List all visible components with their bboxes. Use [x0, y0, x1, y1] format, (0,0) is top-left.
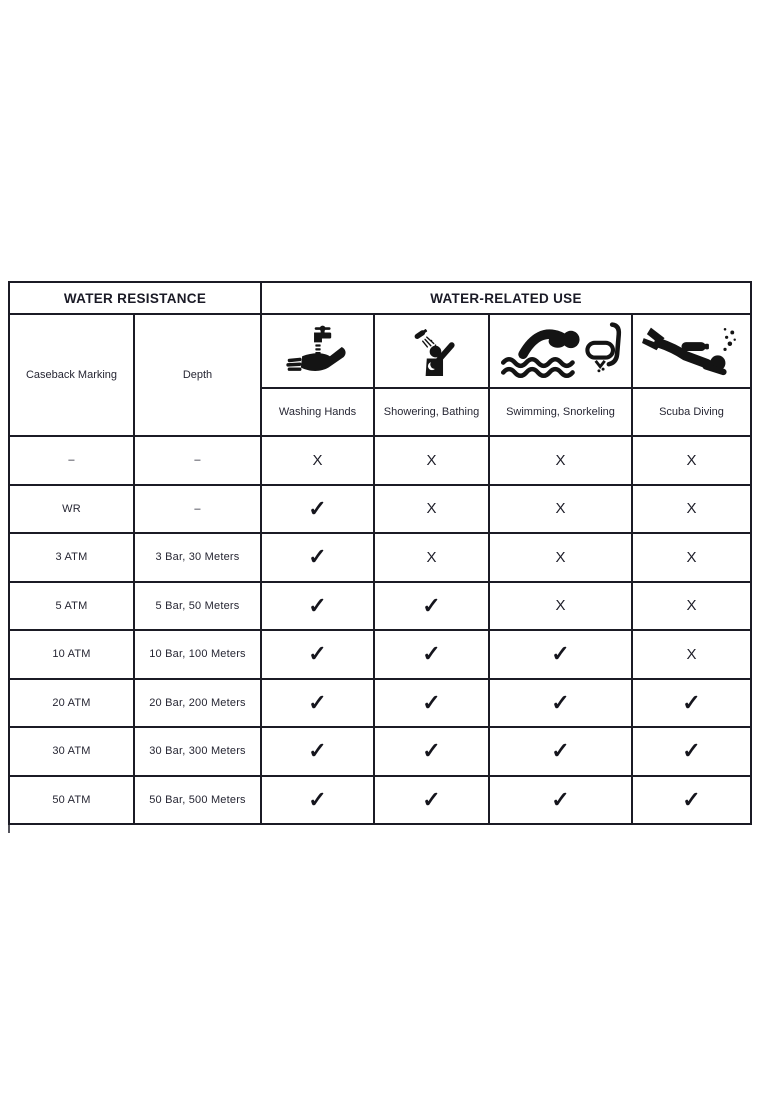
use-cell: X	[490, 534, 631, 581]
use-cell: ✓	[262, 728, 373, 775]
group-header-water-related-use: WATER-RELATED USE	[262, 283, 750, 313]
use-cell: ✓	[262, 777, 373, 824]
use-cell: ✓	[375, 631, 488, 678]
column-header-scuba-diving: Scuba Diving	[633, 389, 750, 435]
use-cell: X	[490, 486, 631, 533]
use-cell: ✓	[490, 680, 631, 727]
use-cell: X	[633, 486, 750, 533]
depth-cell: –	[135, 486, 260, 533]
depth-cell: 5 Bar, 50 Meters	[135, 583, 260, 630]
depth-cell: 3 Bar, 30 Meters	[135, 534, 260, 581]
use-cell: X	[375, 437, 488, 484]
use-cell: ✓	[262, 631, 373, 678]
table-border-stub	[8, 825, 10, 833]
column-header-washing-hands: Washing Hands	[262, 389, 373, 435]
use-cell: X	[490, 437, 631, 484]
depth-cell: 20 Bar, 200 Meters	[135, 680, 260, 727]
use-cell: ✓	[375, 728, 488, 775]
use-cell: ✓	[375, 583, 488, 630]
use-cell: ✓	[262, 583, 373, 630]
marking-cell: 5 ATM	[10, 583, 133, 630]
use-cell: X	[262, 437, 373, 484]
scuba-diving-icon	[641, 322, 743, 380]
showering-icon-cell	[375, 315, 488, 387]
marking-cell: 30 ATM	[10, 728, 133, 775]
use-cell: ✓	[262, 680, 373, 727]
use-cell: X	[633, 631, 750, 678]
use-cell: ✓	[633, 777, 750, 824]
group-header-water-resistance: WATER RESISTANCE	[10, 283, 260, 313]
column-header-depth: Depth	[135, 315, 260, 435]
swimming-snorkeling-icon-cell	[490, 315, 631, 387]
marking-cell: 10 ATM	[10, 631, 133, 678]
column-header-caseback-marking: Caseback Marking	[10, 315, 133, 435]
use-cell: ✓	[633, 728, 750, 775]
use-cell: ✓	[633, 680, 750, 727]
use-cell: ✓	[490, 777, 631, 824]
depth-cell: –	[135, 437, 260, 484]
column-header-showering-bathing: Showering, Bathing	[375, 389, 488, 435]
column-header-swimming-snorkeling: Swimming, Snorkeling	[490, 389, 631, 435]
use-cell: X	[633, 534, 750, 581]
swimming-snorkeling-icon	[498, 318, 624, 384]
scuba-diving-icon-cell	[633, 315, 750, 387]
use-cell: ✓	[490, 728, 631, 775]
use-cell: X	[375, 534, 488, 581]
marking-cell: WR	[10, 486, 133, 533]
depth-cell: 30 Bar, 300 Meters	[135, 728, 260, 775]
use-cell: X	[633, 437, 750, 484]
marking-cell: 3 ATM	[10, 534, 133, 581]
use-cell: ✓	[262, 486, 373, 533]
water-resistance-table	[8, 281, 752, 825]
marking-cell: 20 ATM	[10, 680, 133, 727]
use-cell: ✓	[490, 631, 631, 678]
washing-hands-icon	[285, 325, 351, 377]
use-cell: ✓	[375, 680, 488, 727]
use-cell: X	[490, 583, 631, 630]
showering-icon	[403, 322, 461, 380]
use-cell: ✓	[262, 534, 373, 581]
marking-cell: 50 ATM	[10, 777, 133, 824]
use-cell: ✓	[375, 777, 488, 824]
depth-cell: 10 Bar, 100 Meters	[135, 631, 260, 678]
marking-cell: –	[10, 437, 133, 484]
use-cell: X	[375, 486, 488, 533]
depth-cell: 50 Bar, 500 Meters	[135, 777, 260, 824]
use-cell: X	[633, 583, 750, 630]
washing-hands-icon-cell	[262, 315, 373, 387]
